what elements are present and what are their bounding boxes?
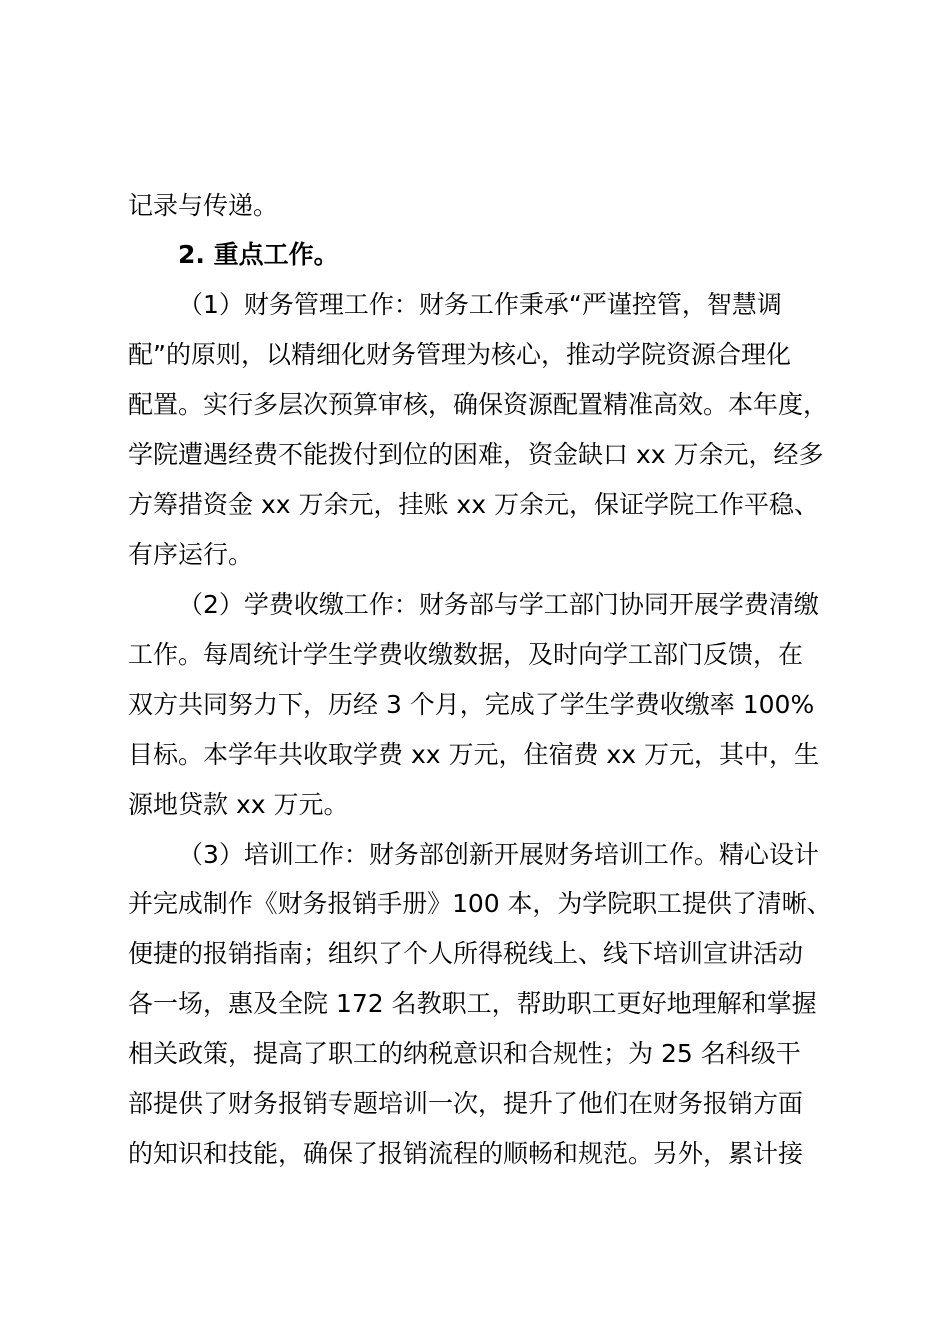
text-line <box>0 630 950 680</box>
line-text: 相关政策，提高了职工的纳税意识和合规性；为 25 名科级干 <box>128 1039 801 1068</box>
text-line <box>0 480 950 530</box>
line-text: 并完成制作《财务报销手册》100 本，为学院职工提供了清晰、 <box>128 889 832 918</box>
text-line <box>0 1129 950 1179</box>
line-text: 方筹措资金 xx 万余元，挂账 xx 万余元，保证学院工作平稳、 <box>128 490 819 519</box>
line-text: 便捷的报销指南；组织了个人所得税线上、线下培训宣讲活动 <box>128 939 804 968</box>
line-text: 配”的原则，以精细化财务管理为核心，推动学院资源合理化 <box>128 340 791 369</box>
text-line <box>0 680 950 730</box>
line-text: （1）财务管理工作：财务工作秉承“严谨控管，智慧调 <box>178 290 782 319</box>
section-heading <box>0 230 950 280</box>
line-text: （3）培训工作：财务部创新开展财务培训工作。精心设计 <box>178 840 819 869</box>
text-line <box>0 530 950 580</box>
line-text: 记录与传递。 <box>128 191 279 220</box>
text-line <box>0 929 950 979</box>
text-line <box>0 780 950 830</box>
text-line <box>0 430 950 480</box>
text-line <box>0 380 950 430</box>
text-line <box>0 979 950 1029</box>
line-text: 配置。实行多层次预算审核，确保资源配置精准高效。本年度， <box>128 390 829 419</box>
line-text: 目标。本学年共收取学费 xx 万元，住宿费 xx 万元，其中，生 <box>128 740 819 769</box>
text-line <box>0 879 950 929</box>
line-text: 各一场，惠及全院 172 名教职工，帮助职工更好地理解和掌握 <box>128 989 817 1018</box>
text-line <box>0 181 950 231</box>
line-text: 源地贷款 xx 万元。 <box>128 790 349 819</box>
line-text: （2）学费收缴工作：财务部与学工部门协同开展学费清缴 <box>178 590 819 619</box>
text-line <box>0 830 950 880</box>
text-line <box>0 1029 950 1079</box>
line-text: 有序运行。 <box>128 540 254 569</box>
text-line <box>0 580 950 630</box>
heading-text: 2. 重点工作。 <box>178 240 339 269</box>
text-line <box>0 730 950 780</box>
text-line <box>0 330 950 380</box>
line-text: 的知识和技能，确保了报销流程的顺畅和规范。另外，累计接 <box>128 1139 804 1168</box>
text-line <box>0 1079 950 1129</box>
line-text: 双方共同努力下，历经 3 个月，完成了学生学费收缴率 100% <box>128 690 815 719</box>
text-line <box>0 280 950 330</box>
line-text: 工作。每周统计学生学费收缴数据，及时向学工部门反馈，在 <box>128 640 804 669</box>
line-text: 学院遭遇经费不能拨付到位的困难，资金缺口 xx 万余元，经多 <box>128 440 824 469</box>
line-text: 部提供了财务报销专题培训一次，提升了他们在财务报销方面 <box>128 1089 804 1118</box>
